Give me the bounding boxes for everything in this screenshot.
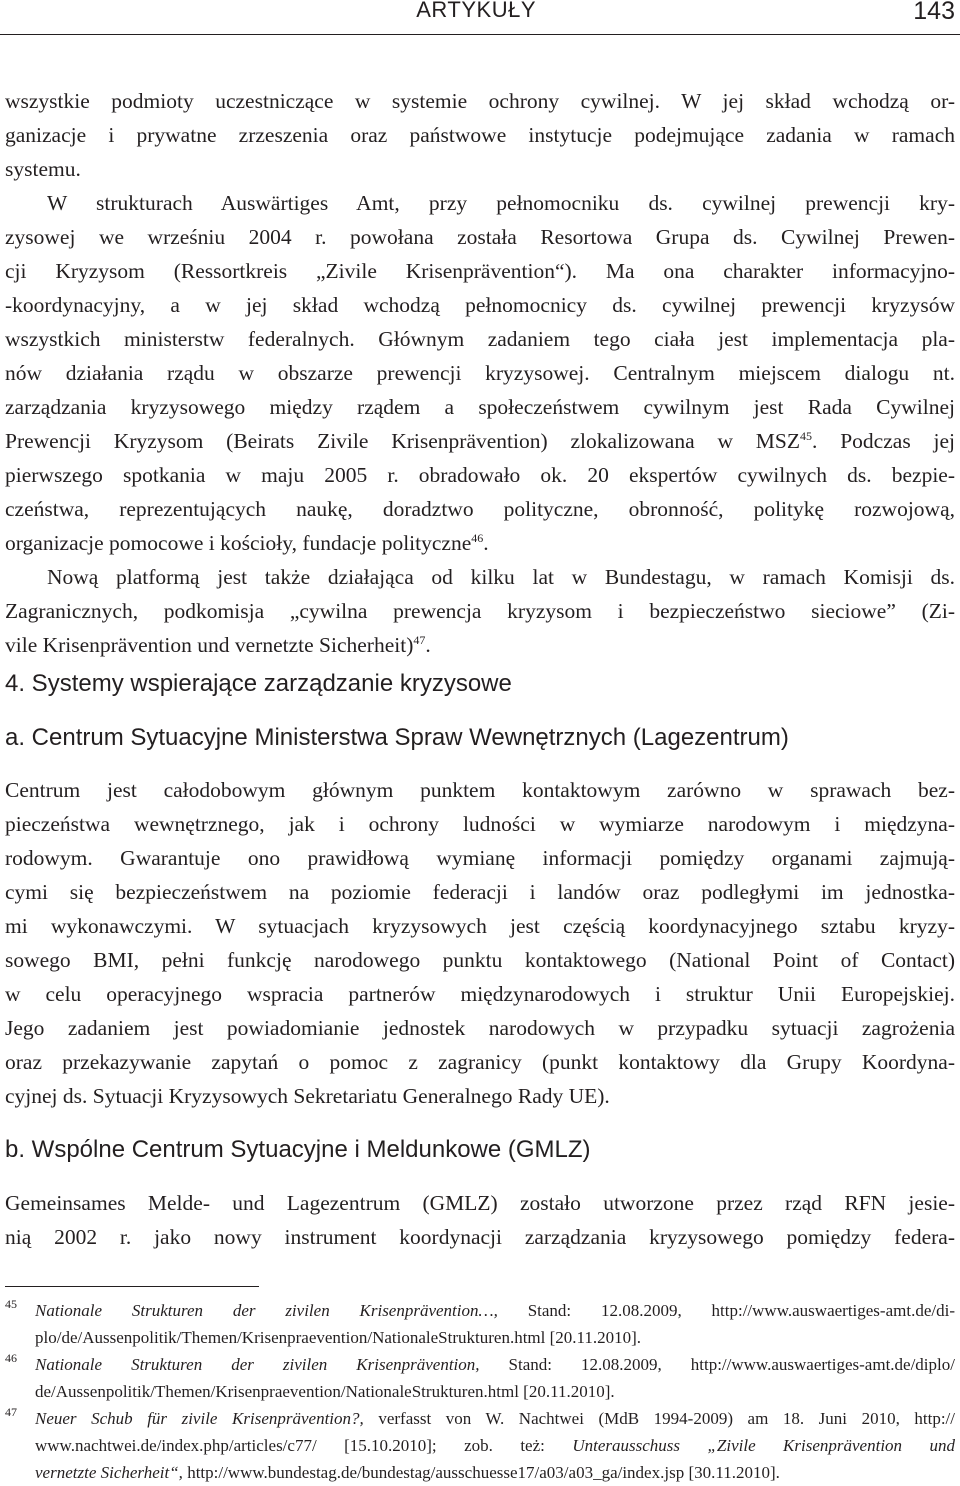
footnote-title: Nationale Strukturen der zivilen Krisenprävention…, [35,1301,498,1320]
footnote-ref-46[interactable]: 46 [471,531,484,545]
footnote-line [35,1459,955,1486]
text-line: nią 2002 r. jako nowy instrument koordynacji zarządzania kryzysowego pomiędzy federa- [5,1225,955,1249]
footnote-link[interactable]: http://www.bundestag.de/bundestag/ausschuesse17/a03/a03_ga/index.jsp [30.11.2010]. [182,1463,780,1482]
footnote-title: Neuer Schub für zivile Krisenprävention?, [35,1409,364,1428]
text-line: nów działania rządu w obszarze prewencji kryzysowej. Centralnym miejscem dialogu nt. [5,361,955,385]
subsection-heading-a: a. Centrum Sytuacyjne Ministerstwa Spraw Wewnętrznych (Lagezentrum) [5,724,789,751]
footnote-ref-45[interactable]: 45 [800,429,813,443]
text-line: mi wykonawczymi. W sytuacjach kryzysowych jest częścią koordynacyjnego sztabu kryzy- [5,914,955,938]
text-line: W strukturach Auswärtiges Amt, przy pełnomocniku ds. cywilnej prewencji kry- [47,191,955,215]
text-line: Jego zadaniem jest powiadomianie jednostek narodowych w przypadku sytuacji zagrożenia [5,1016,955,1040]
text-line: Gemeinsames Melde- und Lagezentrum (GMLZ) zostało utworzone przez rząd RFN jesie- [5,1191,955,1215]
text-line: wszystkie podmioty uczestniczące w systemie ochrony cywilnej. W jej skład wchodzą or- [5,89,955,113]
text-line: zysowej we wrześniu 2004 r. powołana została Resortowa Grupa ds. Cywilnej Prewen- [5,225,955,249]
text-line: cji Kryzysom (Ressortkreis „Zivile Krisenprävention“). Ma ona charakter informacyjno- [5,259,955,283]
text-line: oraz przekazywanie zapytań o pomoc z zagranicy (punkt kontaktowy dla Grupy Koordyna- [5,1050,955,1074]
text-line [5,526,955,560]
body-text-section-b [5,1186,955,1254]
footnote-link[interactable]: Stand: 12.08.2009, http://www.auswaertiges-amt.de/di- [497,1301,955,1320]
footnote-number: 47 [5,1405,17,1419]
text-run: organizacje pomocowe i kościoły, fundacje polityczne [5,531,472,555]
footnote-line [35,1297,955,1324]
footnote-title: Unterausschuss „Zivile Krisenprävention und [572,1436,955,1455]
text-line: ganizacje i prywatne zrzeszenia oraz państwowe instytucje podejmujące zadania w ramach [5,123,955,147]
text-run: . [483,531,489,555]
text-line: Centrum jest całodobowym głównym punktem kontaktowym zarówno w sprawach bez- [5,778,955,802]
text-line: czeństwa, reprezentujących naukę, doradztwo polityczne, obronność, politykę rozwojową, [5,497,955,521]
section-heading-4: 4. Systemy wspierające zarządzanie kryzysowe [5,670,512,697]
text-line: w celu operacyjnego wspracia partnerów międzynarodowych i struktur Unii Europejskiej. [5,982,955,1006]
footnote-line [35,1351,955,1378]
footnotes [5,1297,955,1486]
text-line: zarządzania kryzysowego między rządem a społeczeństwem cywilnym jest Rada Cywilnej [5,395,955,419]
footnote-45 [5,1297,955,1351]
text-line [5,424,955,458]
text-run: vile Krisenprävention und vernetzte Sicherheit) [5,633,414,657]
footnote-title: vernetzte Sicherheit“, [35,1463,183,1482]
text-line: Zagranicznych, podkomisja „cywilna prewencja kryzysom i bezpieczeństwo sieciowe” (Zi- [5,599,955,623]
footnote-line[interactable]: plo/de/Aussenpolitik/Themen/Krisenpraevention/NationaleStrukturen.html [20.11.2010]. [35,1328,642,1347]
body-text-intro [5,84,955,662]
text-line: sowego BMI, pełni funkcję narodowego punktu kontaktowego (National Point of Contact) [5,948,955,972]
running-header [0,0,960,34]
text-line: wszystkich ministerstw federalnych. Głównym zadaniem tego ciała jest implementacja pla- [5,327,955,351]
footnote-line [35,1405,955,1432]
text-run: . Podczas jej [812,429,955,453]
subsection-heading-b: b. Wspólne Centrum Sytuacyjne i Meldunkowe (GMLZ) [5,1136,591,1163]
footnote-line [35,1432,955,1459]
footnote-ref-47[interactable]: 47 [413,633,426,647]
text-line: systemu. [5,157,81,181]
footnote-rule [5,1286,259,1287]
text-line [5,628,955,662]
footnote-number: 45 [5,1297,17,1311]
footnote-number: 46 [5,1351,17,1365]
footnote-line[interactable]: de/Aussenpolitik/Themen/Krisenpraevention/NationaleStrukturen.html [20.11.2010]. [35,1382,615,1401]
footnote-link[interactable]: www.nachtwei.de/index.php/articles/c77/ [15.10.2010]; zob. też: [35,1436,573,1455]
body-text-section-a [5,773,955,1113]
section-title: ARTYKUŁY [416,0,536,22]
footnote-title: Nationale Strukturen der zivilen Krisenprävention, [35,1355,480,1374]
text-line: pierwszego spotkania w maju 2005 r. obradowało ok. 20 ekspertów cywilnych ds. bezpie- [5,463,955,487]
text-line: rodowym. Gwarantuje ono prawidłową wymianę informacji pomiędzy organami zajmują- [5,846,955,870]
page-number: 143 [913,0,955,25]
text-line: Nową platformą jest także działająca od kilku lat w Bundestagu, w ramach Komisji ds. [47,565,955,589]
text-line: cyjnej ds. Sytuacji Kryzysowych Sekretariatu Generalnego Rady UE). [5,1084,610,1108]
footnote-47 [5,1405,955,1486]
text-run: Prewencji Kryzysom (Beirats Zivile Krisenprävention) zlokalizowana w MSZ [5,429,801,453]
text-line: cymi się bezpieczeństwem na poziomie federacji i landów oraz podległymi im jednostka- [5,880,955,904]
text-line: pieczeństwa wewnętrznego, jak i ochrony ludności w wymiarze narodowym i międzyna- [5,812,955,836]
header-rule [0,34,960,35]
footnote-link[interactable]: verfasst von W. Nachtwei (MdB 1994-2009) am 18. Juni 2010, http:// [363,1409,955,1428]
text-run: . [425,633,431,657]
footnote-link[interactable]: Stand: 12.08.2009, http://www.auswaertiges-amt.de/diplo/ [479,1355,955,1374]
text-line: -koordynacyjny, a w jej skład wchodzą pełnomocnicy ds. cywilnej prewencji kryzysów [5,293,955,317]
footnote-46 [5,1351,955,1405]
